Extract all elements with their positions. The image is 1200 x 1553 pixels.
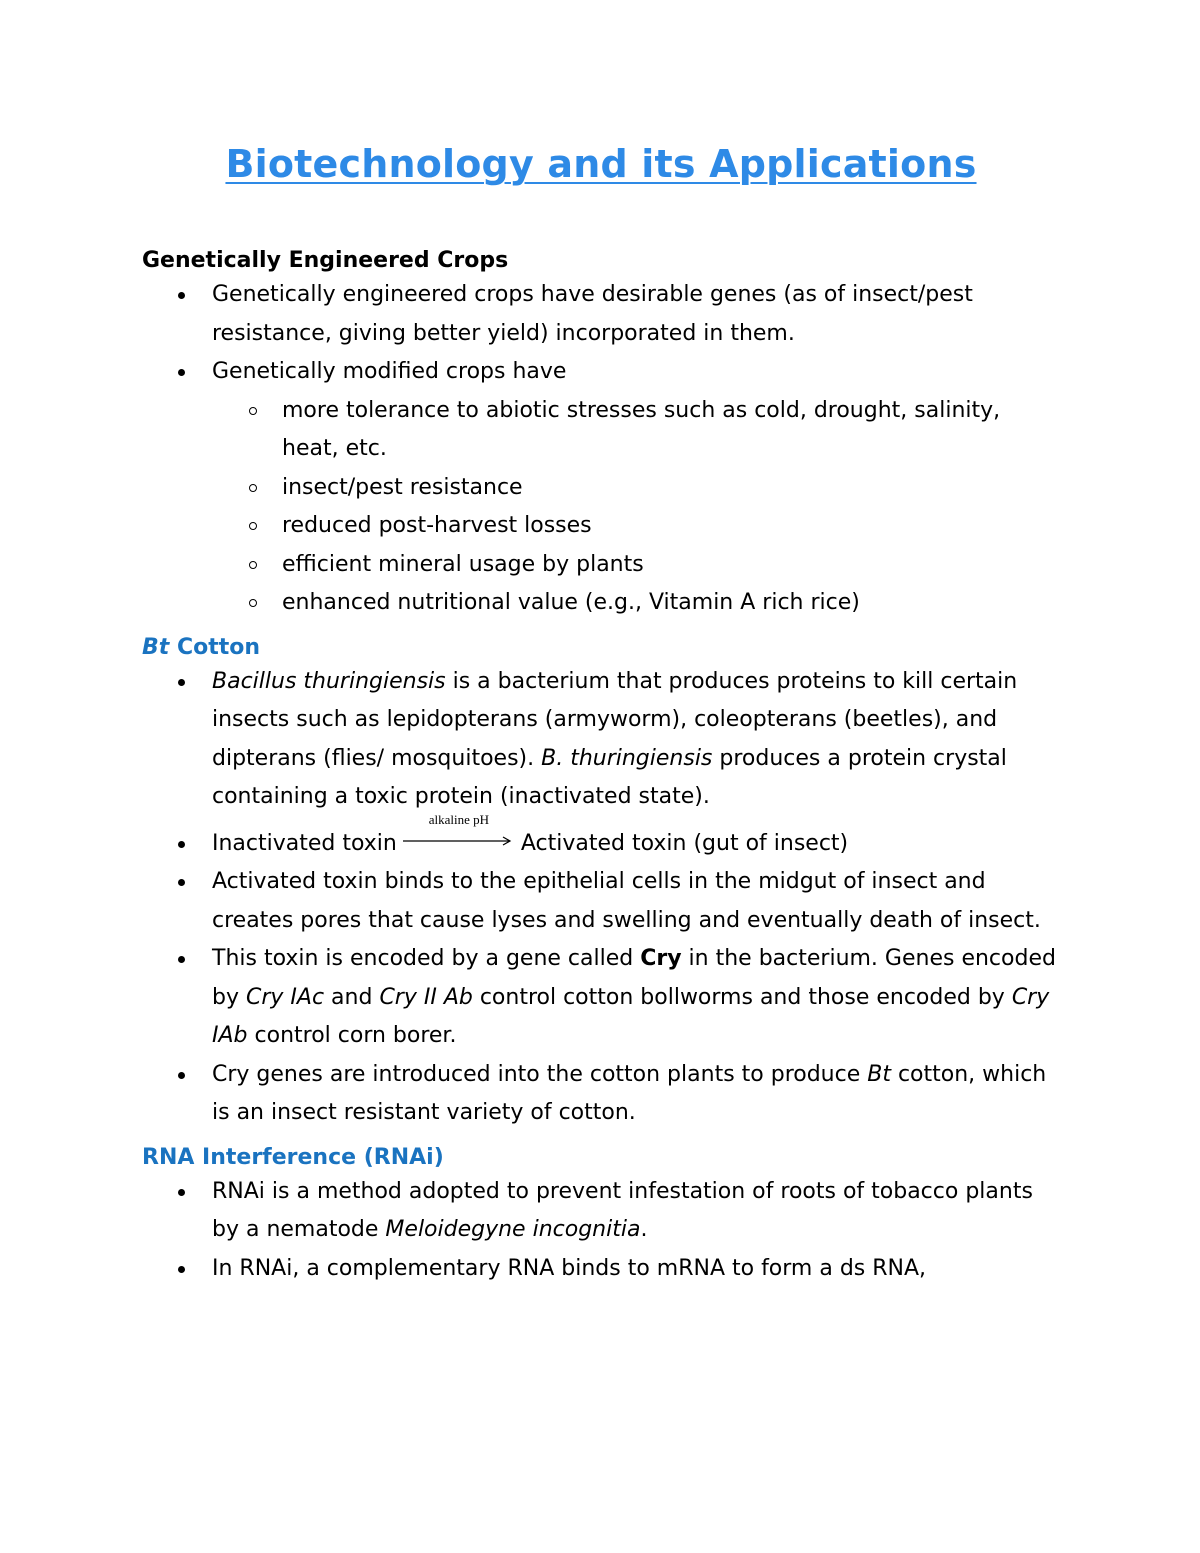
list-genetically-engineered-crops <box>142 276 1060 623</box>
text-run: Cry genes are introduced into the cotton plants to produce <box>212 1061 868 1087</box>
section-heading-genetically-engineered-crops: Genetically Engineered Crops <box>142 248 509 273</box>
reaction-arrow <box>403 811 515 851</box>
text-run: control cotton bollworms and those encoded by <box>472 984 1012 1010</box>
sub-list-item <box>142 546 1060 585</box>
sub-list-item <box>142 469 1060 508</box>
page-title: Biotechnology and its Applications <box>225 142 977 186</box>
species-name: Meloidegyne incognitia <box>385 1217 641 1242</box>
list-item-text: In RNAi, a complementary RNA binds to mRNA to form a ds RNA, <box>212 1255 927 1281</box>
section-heading-bt-cotton <box>142 633 1060 663</box>
text-run: Activated toxin (gut of insect) <box>520 830 849 856</box>
heading-rest-part: Cotton <box>169 634 261 660</box>
text-run: RNAi is a method adopted to prevent infestation of roots of tobacco plants by a nematode <box>212 1178 1033 1242</box>
text-run: and <box>324 984 380 1010</box>
bullet-icon <box>178 1266 185 1273</box>
text-run: in the bacterium. Genes encoded by <box>212 946 1056 1010</box>
hollow-bullet-icon <box>249 522 257 530</box>
sub-list-item-text: reduced post-harvest losses <box>282 513 592 538</box>
list-item <box>142 1173 1060 1250</box>
list-bt-cotton <box>142 663 1060 1133</box>
gene-name: Cry II Ab <box>379 984 473 1010</box>
gene-name-bold: Cry <box>640 946 682 971</box>
list-item <box>142 940 1060 1056</box>
text-run: This toxin is encoded by a gene called <box>212 946 641 971</box>
list-item <box>142 276 1060 353</box>
species-name: Bacillus thuringiensis <box>212 668 446 694</box>
text-run: Inactivated toxin <box>212 830 397 856</box>
hollow-bullet-icon <box>249 561 257 569</box>
hollow-bullet-icon <box>249 407 257 415</box>
heading-italic-part: Bt <box>142 634 170 660</box>
bullet-icon <box>178 292 185 299</box>
list-item-text: Genetically engineered crops have desirable genes (as of insect/pest resistance, giving better yield) incorporated in them. <box>212 282 973 346</box>
bullet-icon <box>178 1072 185 1079</box>
bullet-icon <box>178 1189 185 1196</box>
list-item <box>142 1250 1060 1289</box>
text-run: cotton, which is an insect resistant variety of cotton. <box>212 1061 1047 1125</box>
text-run: . <box>640 1217 648 1242</box>
list-item-text: Genetically modified crops have <box>212 359 567 384</box>
bullet-icon <box>178 956 185 963</box>
bullet-icon <box>178 841 185 848</box>
right-arrow-icon <box>403 835 515 847</box>
sub-list <box>212 392 1060 623</box>
list-item-text: Activated toxin binds to the epithelial cells in the midgut of insect and creates pores that cause lyses and swelling and eventually death of insect. <box>212 869 1041 933</box>
hollow-bullet-icon <box>249 484 257 492</box>
gene-name: Cry IAc <box>245 984 325 1010</box>
list-item <box>142 811 1060 864</box>
sub-list-item-text: efficient mineral usage by plants <box>282 551 644 577</box>
text-run: is a bacterium that produces proteins to kill certain insects such as lepidopterans (armyworm), coleopterans (beetles), and dipterans (flies/ mosquitoes). <box>212 668 1018 771</box>
species-name: B. thuringiensis <box>541 745 713 771</box>
italic-term: Bt <box>867 1061 891 1087</box>
list-item <box>142 863 1060 940</box>
sub-list-item-text: enhanced nutritional value (e.g., Vitamin A rich rice) <box>282 590 860 615</box>
hollow-bullet-icon <box>249 599 257 607</box>
text-run: control corn borer. <box>247 1023 457 1048</box>
gene-name: Cry IAb <box>212 984 1050 1048</box>
list-item <box>142 663 1060 817</box>
list-rna-interference <box>142 1173 1060 1289</box>
bullet-icon <box>178 679 185 686</box>
text-run: produces a protein crystal containing a toxic protein (inactivated state). <box>212 745 1007 809</box>
list-item <box>142 1056 1060 1133</box>
sub-list-item <box>142 507 1060 546</box>
sub-list-item-text: more tolerance to abiotic stresses such as cold, drought, salinity, heat, etc. <box>282 397 1001 461</box>
bullet-icon <box>178 879 185 886</box>
bullet-icon <box>178 369 185 376</box>
sub-list-item <box>142 584 1060 623</box>
section-heading-rna-interference: RNA Interference (RNAi) <box>142 1144 444 1170</box>
arrow-label: alkaline pH <box>428 811 489 827</box>
list-item <box>142 353 1060 623</box>
sub-list-item <box>142 392 1060 469</box>
sub-list-item-text: insect/pest resistance <box>282 474 523 500</box>
